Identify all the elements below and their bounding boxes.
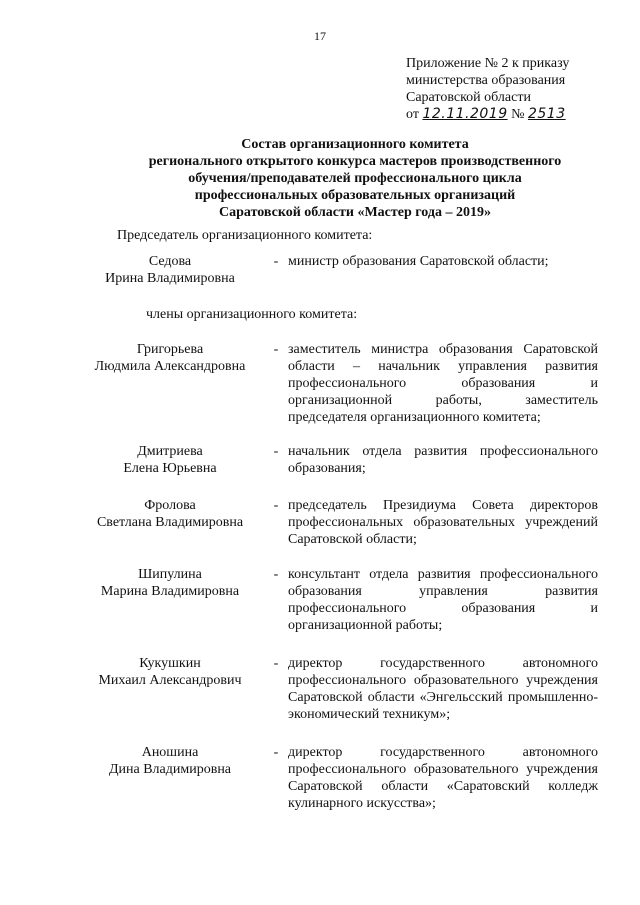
surname: Аношина	[141, 745, 199, 760]
given-name: Елена Юрьевна	[123, 461, 217, 476]
page-number: 17	[314, 29, 326, 43]
dash: -	[273, 342, 279, 357]
title-line: регионального открытого конкурса мастеров производственного	[148, 154, 562, 169]
position: заместитель министра образования Саратовской области – начальник управления развития профессионального образования и организационной работы, заместитель председателя организационного комитета;	[288, 342, 598, 425]
given-name: Людмила Александровна	[94, 359, 246, 374]
appendix-line: министерства образования	[406, 73, 566, 88]
title-line: Состав организационного комитета	[241, 137, 469, 152]
given-name: Марина Владимировна	[100, 584, 240, 599]
surname: Григорьева	[136, 342, 204, 357]
chair-caption: Председатель организационного комитета:	[117, 228, 373, 243]
position: директор государственного автономного профессионального образовательного учреждения Саратовской области «Саратовский колледж кулинарного искусства»;	[288, 745, 598, 811]
dash: -	[273, 444, 279, 459]
appendix-header	[406, 55, 606, 123]
title-line: обучения/преподавателей профессионального цикла	[188, 171, 522, 186]
person-name	[70, 655, 270, 689]
handwritten-date: 12.11.2019	[422, 106, 508, 122]
position: начальник отдела развития профессионального образования;	[288, 444, 598, 476]
dash: -	[273, 254, 279, 269]
dash: -	[273, 567, 279, 582]
surname: Дмитриева	[137, 444, 203, 459]
members-caption: члены организационного комитета:	[146, 307, 358, 322]
title-line: профессиональных образовательных организаций	[194, 188, 516, 203]
dash: -	[273, 498, 279, 513]
person-name	[70, 443, 270, 477]
surname: Фролова	[144, 498, 196, 513]
given-name: Светлана Владимировна	[96, 515, 244, 530]
person-name	[70, 744, 270, 778]
appendix-line: Приложение № 2 к приказу	[406, 56, 570, 71]
given-name: Ирина Владимировна	[105, 271, 235, 286]
document-title	[90, 136, 620, 221]
given-name: Михаил Александрович	[98, 673, 242, 688]
position: министр образования Саратовской области;	[288, 254, 549, 269]
person-name	[70, 497, 270, 531]
person-name	[70, 341, 270, 375]
position: директор государственного автономного профессионального образовательного учреждения Саратовской области «Энгельсский промышленно-экономический техникум»;	[288, 656, 598, 722]
dash: -	[273, 745, 279, 760]
position: консультант отдела развития профессионального образования управления развития профессионального образования и организационной работы;	[288, 567, 598, 633]
handwritten-number: 2513	[527, 106, 566, 122]
person-name	[70, 566, 270, 600]
person-name	[70, 253, 270, 287]
appendix-line: Саратовской области	[406, 90, 531, 105]
surname: Шипулина	[138, 567, 202, 582]
surname: Седова	[148, 254, 192, 269]
title-line: Саратовской области «Мастер года – 2019»	[219, 205, 491, 220]
surname: Кукушкин	[139, 656, 201, 671]
number-prefix: №	[511, 107, 525, 122]
given-name: Дина Владимировна	[108, 762, 232, 777]
date-prefix: от	[406, 107, 419, 122]
appendix-date-line	[406, 106, 606, 123]
dash: -	[273, 656, 279, 671]
position: председатель Президиума Совета директоров профессиональных образовательных учреждений Саратовской области;	[288, 498, 598, 547]
